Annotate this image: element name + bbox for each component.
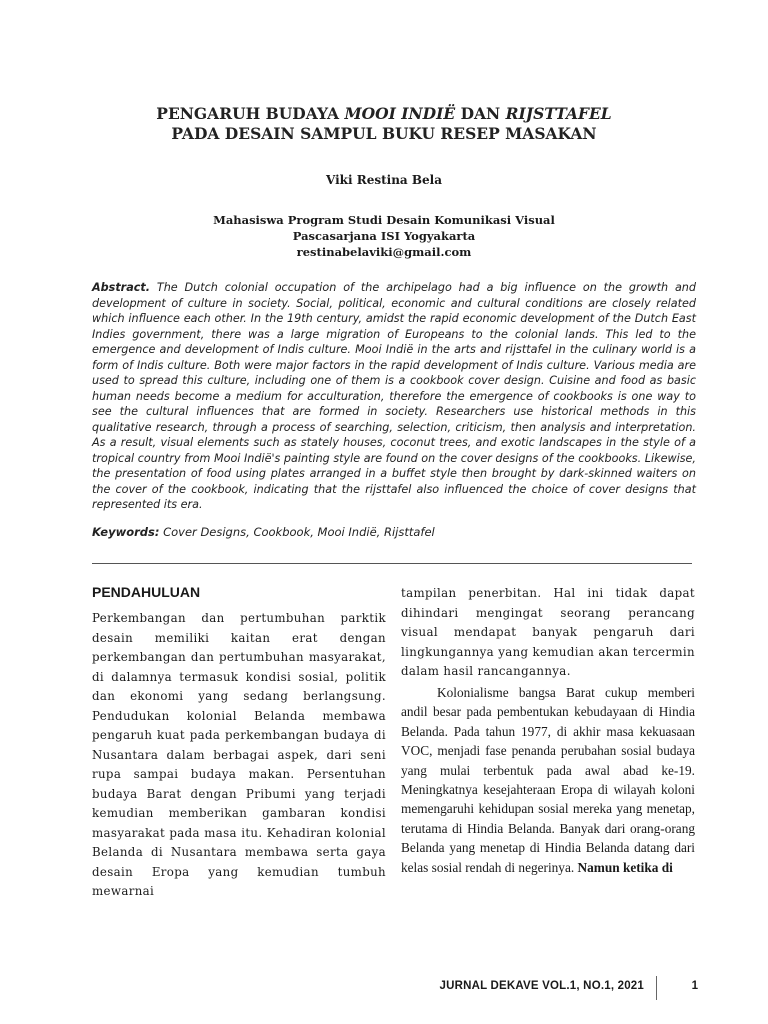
journal-name: JURNAL DEKAVE VOL.1, NO.1, 2021 (439, 980, 644, 992)
affiliation-institution: Pascasarjana ISI Yogyakarta (292, 229, 476, 243)
footer-divider (656, 976, 657, 1000)
keywords-text: Cover Designs, Cookbook, Mooi Indië, Rijsttafel (163, 525, 435, 539)
author-name: Viki Restina Bela (326, 173, 442, 187)
section-heading: PENDAHULUAN (92, 584, 201, 600)
keywords-label: Keywords: (92, 525, 160, 539)
author-affiliation (80, 212, 688, 260)
abstract-text: The Dutch colonial occupation of the archipelago had a big influence on the growth and development of culture in society. Social, political, economic and cultural conditions are closely related which influence each other. In the 19th century, amidst the rapid economic development of the Dutch East Indies government, there was a large migration of Europeans to the colonial lands. This led to the emergence and development of Indis culture. Mooi Indië in the arts and rijsttafel in the culinary world is a form of Indis culture. Both were major factors in the rapid development of Indis culture. Various media are used to spread this culture, including one of them is a cookbook cover design. Cuisine and food as basic human needs become a medium for acculturation, therefore the emergence of cookbooks is one way to see the cultural influences that are formed in society. Researchers use historical methods in this qualitative research, through a process of searching, selection, criticism, then analysis and interpretation. As a result, visual elements such as stately houses, coconut trees, and exotic landscapes in the style of a tropical country from Mooi Indië's painting style are found on the cover designs of the cookbooks. Likewise, the presentation of food using plates arranged in a buffet style then brought by dark-skinned waiters on the cover of the cookbook, indicating that the rijsttafel also influenced the choice of cover designs that represented its era. (92, 281, 696, 511)
title-line-2: PADA DESAIN SAMPUL BUKU RESEP MASAKAN (171, 124, 597, 143)
right-column-paragraph (401, 683, 695, 877)
page-number: 1 (691, 980, 698, 992)
keywords (92, 525, 696, 539)
right-column-continuation: tampilan penerbitan. Hal ini tidak dapat dihindari mengingat seorang perancang visual mendapat banyak pengaruh dari lingkungannya yang kemudian akan tercermin dalam hasil rancangannya. (401, 586, 695, 678)
author-email: restinabelaviki@gmail.com (296, 245, 472, 259)
affiliation-program: Mahasiswa Program Studi Desain Komunikasi Visual (213, 213, 555, 227)
page-footer (380, 976, 700, 1000)
abstract (92, 280, 696, 513)
paragraph-bold-tail: Namun ketika di (577, 859, 673, 875)
paragraph-body: Kolonialisme bangsa Barat cukup memberi andil besar pada pembentukan kebudayaan di Hindia Belanda. Pada tahun 1977, di akhir masa kekuasaan VOC, menjadi fase penanda perubahan sosial budaya yang mulai terbentuk pada awal abad ke-19. Meningkatnya kesejahteraan Eropa di wilayah koloni memengaruhi kehidupan sosial mereka yang menetap, terutama di Hindia Belanda. Banyak dari orang-orang Belanda yang menetap di Hindia Belanda datang dari kelas sosial rendah di negerinya. (401, 685, 695, 875)
paper-title (80, 104, 688, 144)
section-divider (92, 563, 692, 564)
left-column-text: Perkembangan dan pertumbuhan parktik desain memiliki kaitan erat dengan perkembangan dan pertumbuhan masyarakat, di dalamnya termasuk kondisi sosial, politik dan ekonomi yang sedang berlangsung. Pendudukan kolonial Belanda membawa pengaruh kuat pada perkembangan budaya di Nusantara dalam berbagai aspek, dari seni rupa sampai budaya makan. Persentuhan budaya Barat dengan Pribumi yang terjadi kemudian memberikan gambaran kondisi masyarakat pada masa itu. Kehadiran kolonial Belanda di Nusantara membawa serta gaya desain Eropa yang kemudian tumbuh mewarnai (92, 611, 386, 898)
abstract-label: Abstract. (92, 281, 150, 294)
title-line-1: PENGARUH BUDAYA MOOI INDIË DAN RIJSTTAFEL (156, 104, 612, 123)
